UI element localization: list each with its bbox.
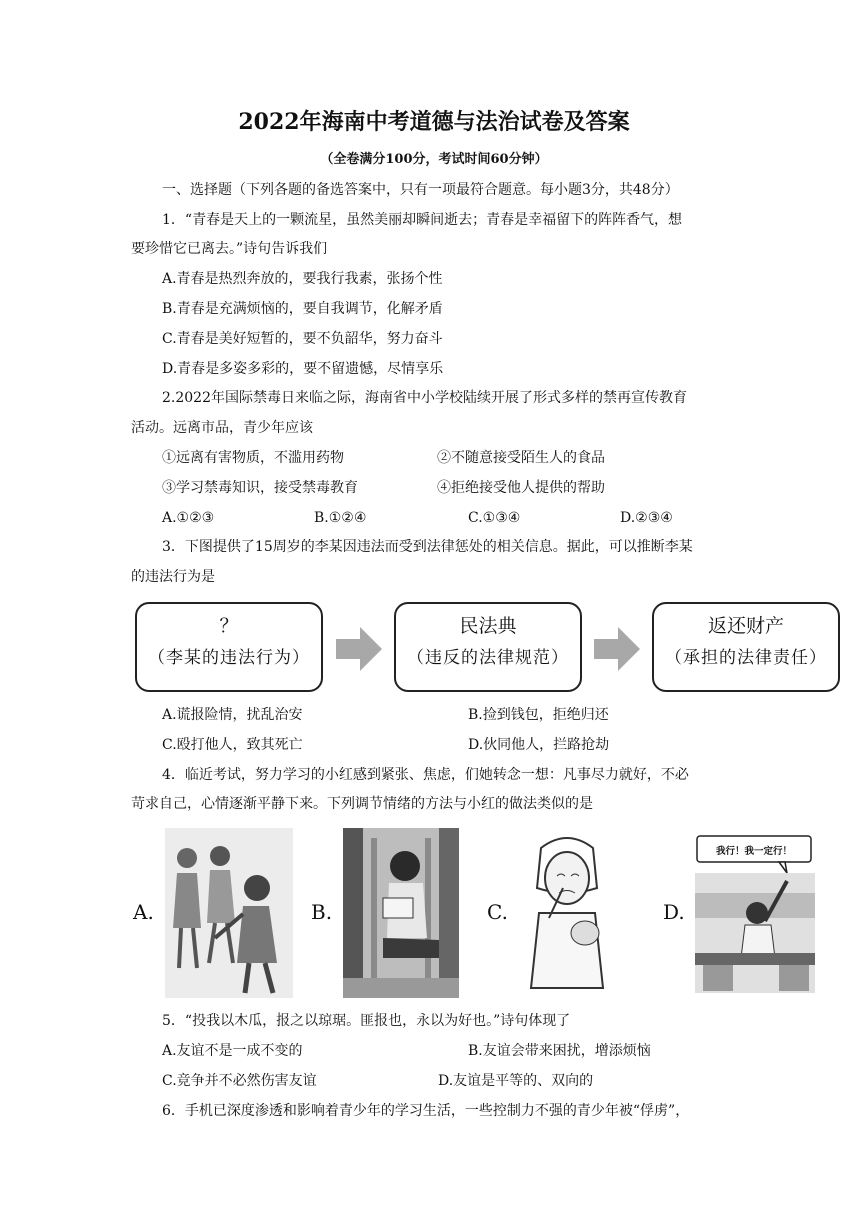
q5-option-c: C.竞争并不必然伤害友谊 <box>162 1073 317 1089</box>
crying-girl-illustration <box>519 828 615 998</box>
q2-option-c: C.①③④ <box>468 510 521 526</box>
q4-label-d: D. <box>663 900 685 924</box>
q3-option-b: B.捡到钱包，拒绝归还 <box>468 707 609 723</box>
q3-option-a: A.谎报险情，扰乱治安 <box>162 707 303 723</box>
q2-option-b: B.①②④ <box>314 510 367 526</box>
q3-option-c: C.殴打他人，致其死亡 <box>162 737 303 753</box>
q1-stem-line2: 要珍惜它已离去。”诗句告诉我们 <box>131 241 328 257</box>
q2-statement-2: ②不随意接受陌生人的食品 <box>437 450 605 466</box>
q1-option-a: A.青春是热烈奔放的，要我行我素，张扬个性 <box>162 271 443 287</box>
q3-stem-line1: 3．下图提供了15周岁的李某因违法而受到法律惩处的相关信息。据此，可以推断李某 <box>162 539 693 555</box>
diagram-box-legal-liability <box>652 602 840 692</box>
q4-label-c: C. <box>487 900 508 924</box>
box3-title: 返还财产 <box>707 615 784 637</box>
q5-option-d: D.友谊是平等的、双向的 <box>438 1073 594 1089</box>
q1-option-b: B.青春是充满烦恼的，要自我调节，化解矛盾 <box>162 301 443 317</box>
page-title: 2022年海南中考道德与法治试卷及答案 <box>238 109 630 135</box>
girl-cheering-illustration <box>695 833 815 993</box>
box2-caption: （违反的法律规范） <box>407 648 569 668</box>
diagram-box-legal-norm <box>394 602 582 692</box>
q4-label-a: A. <box>133 900 154 924</box>
q4-stem-line2: 苛求自己，心情逐渐平静下来。下列调节情绪的方法与小红的做法类似的是 <box>131 796 593 812</box>
box3-caption: （承担的法律责任） <box>665 648 827 668</box>
q4-stem-line1: 4．临近考试，努力学习的小红感到紧张、焦虑，们她转念一想：凡事尽力就好，不必 <box>162 767 689 783</box>
q1-option-c: C.青春是美好短暂的，要不负韶华，努力奋斗 <box>162 331 443 347</box>
q2-statement-3: ③学习禁毒知识，接受禁毒教育 <box>162 480 358 496</box>
q2-option-d: D.②③④ <box>620 510 673 526</box>
box1-title: ？ <box>219 615 239 637</box>
q5-option-b: B.友谊会带来困扰，增添烦恼 <box>468 1043 651 1059</box>
arrow-right-icon <box>594 627 640 671</box>
diagram-box-illegal-act <box>135 602 323 692</box>
arrow-right-icon <box>336 627 382 671</box>
page-subtitle: （全卷满分100分，考试时间60分钟） <box>320 152 548 167</box>
q2-statement-4: ④拒绝接受他人提供的帮助 <box>437 480 605 496</box>
box2-title: 民法典 <box>459 615 517 637</box>
q2-statement-1: ①远离有害物质，不滥用药物 <box>162 450 344 466</box>
q3-option-d: D.伙同他人，拦路抢劫 <box>468 737 610 753</box>
dancing-girls-illustration <box>165 828 293 998</box>
q4-label-b: B. <box>311 900 333 924</box>
box1-caption: （李某的违法行为） <box>148 648 310 668</box>
section-heading: 一、选择题（下列各题的备选答案中，只有一项最符合题意。每小题3分，共48分） <box>162 182 679 198</box>
girl-reading-illustration <box>343 828 459 998</box>
q5-stem: 5．“投我以木瓜，报之以琼琚。匪报也，永以为好也。”诗句体现了 <box>162 1013 571 1029</box>
q2-stem-line1: 2.2022年国际禁毒日来临之际，海南省中小学校陆续开展了形式多样的禁再宣传教育 <box>162 390 687 406</box>
q1-option-d: D.青春是多姿多彩的，要不留遗憾，尽情享乐 <box>162 361 444 377</box>
q5-option-a: A.友谊不是一成不变的 <box>162 1043 303 1059</box>
q2-option-a: A.①②③ <box>162 510 215 526</box>
speech-bubble-text: 我行！我一定行！ <box>715 846 793 857</box>
q3-stem-line2: 的违法行为是 <box>131 569 215 585</box>
q2-stem-line2: 活动。远离市品，青少年应该 <box>131 420 313 436</box>
q1-stem-line1: 1．“青春是天上的一颗流星，虽然美丽却瞬间逝去；青春是幸福留下的阵阵香气，想 <box>162 212 683 228</box>
q6-stem-line1: 6．手机已深度渗透和影响着青少年的学习生活，一些控制力不强的青少年被“俘虏”， <box>162 1103 690 1119</box>
